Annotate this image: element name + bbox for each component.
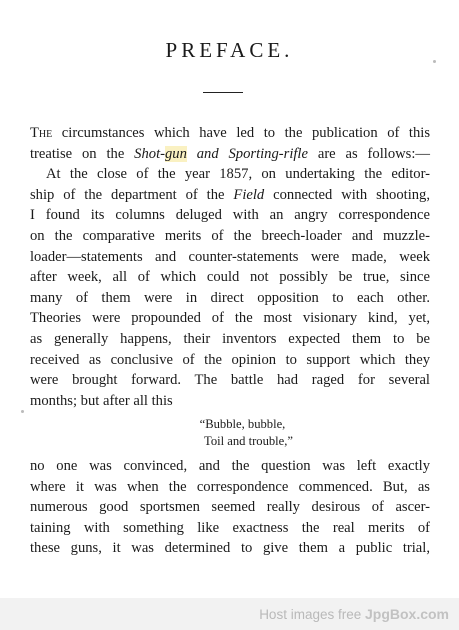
paragraph-1 [30, 123, 430, 411]
host-footer-bar [0, 598, 459, 630]
paragraph-2 [30, 456, 430, 559]
title-rule [203, 92, 243, 93]
text-line: ship of the department of the Field connected with shooting, [30, 186, 430, 203]
text-line: after week, all of which could not possibly be true, since [30, 269, 430, 286]
text-line: on the comparative merits of the breech-loader and muzzle- [30, 227, 430, 244]
text-line: loader—statements and counter-statements were made, week [30, 248, 430, 265]
text-line: received as conclusive of the opinion to support which they [30, 351, 430, 368]
text-line: no one was convinced, and the question was left exactly [30, 458, 430, 474]
text-line: numerous good sportsmen seemed really desirous of ascer- [30, 499, 430, 516]
text-line: many of them were in direct opposition to each other. [30, 289, 430, 306]
watermark-text: Host images free [259, 607, 365, 622]
text-line: treatise on the Shot-gun and Sporting-rifle are as follows:— [30, 145, 430, 162]
text-line: Theories were propounded of the most visionary kind, yet, [30, 310, 430, 327]
text-line: these guns, it was determined to give them a public trial, [30, 540, 430, 557]
text-line: as generally happens, their inventors expected them to be [30, 330, 430, 347]
text-line: I found its columns deluged with an angry correspondence [30, 207, 430, 224]
margin-mark [21, 410, 24, 413]
quote-line: Toil and trouble,” [204, 434, 293, 448]
margin-mark [433, 60, 436, 63]
text-line: At the close of the year 1857, on undertaking the editor- [46, 166, 430, 183]
text-line: The circumstances which have led to the publication of this [30, 125, 430, 141]
quote-line: “Bubble, bubble, [199, 417, 286, 431]
text-line: where it was when the correspondence commenced. But, as [30, 478, 430, 495]
text-line: months; but after all this [30, 392, 173, 409]
watermark-brand: JpgBox.com [364, 606, 449, 622]
page-title: PREFACE. [165, 38, 294, 62]
text-line: taining with something like exactness the real merits of [30, 519, 430, 536]
quotation [0, 416, 459, 450]
text-line: were brought forward. The battle had raged for several [30, 372, 430, 389]
host-watermark-link[interactable] [259, 606, 449, 622]
